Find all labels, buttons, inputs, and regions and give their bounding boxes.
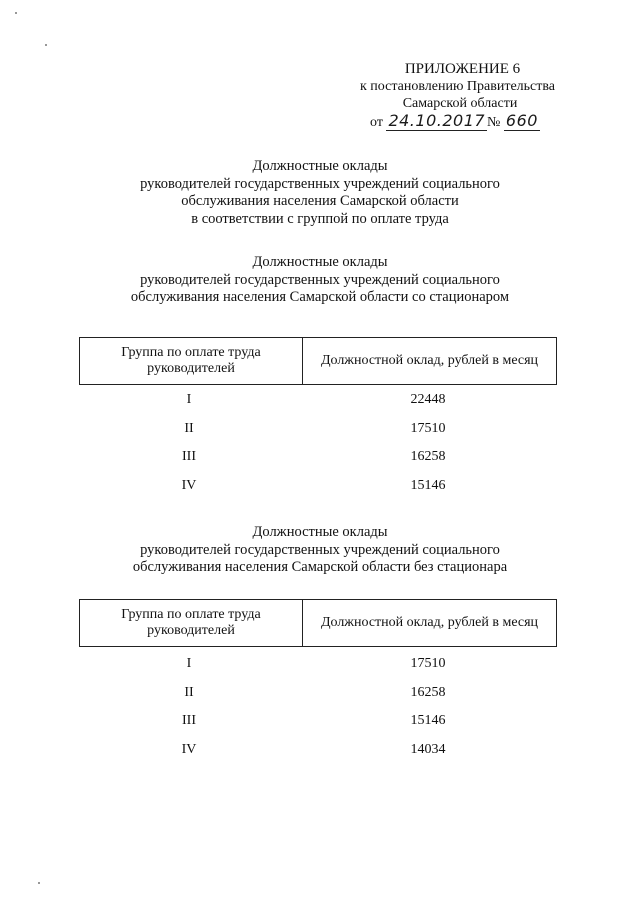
group-cell: I [186,392,192,407]
main-title-line: Должностные оклады [252,158,388,174]
salary-cell: 14034 [410,741,446,757]
group-cell: II [184,420,194,436]
col-salary-header: Должностной оклад, рублей в месяц [303,338,557,385]
table-row [79,713,557,742]
appendix-title: ПРИЛОЖЕНИЕ 6 [404,61,521,77]
table-row [79,478,557,507]
main-title [0,158,640,228]
table-row [79,421,557,450]
table-row [79,742,557,771]
section1-table-body [79,392,557,506]
section1-title-line: Должностные оклады [252,254,388,270]
scan-speck [45,44,47,46]
table-row [79,449,557,478]
number-sign: № [487,115,501,130]
handwritten-date: 24.10.2017 [388,111,486,130]
main-title-line: в соответствии с группой по оплате труда [191,210,449,227]
group-cell: III [182,449,196,464]
salary-cell: 16258 [410,449,446,464]
salary-cell: 17510 [410,420,446,436]
group-cell: II [184,684,194,700]
main-title-line: обслуживания населения Самарской области [181,193,459,209]
group-cell: III [182,713,196,728]
salary-cell: 15146 [410,713,446,728]
col-salary-header: Должностной оклад, рублей в месяц [303,600,557,647]
salary-cell: 17510 [410,656,446,671]
table-row [79,656,557,685]
appendix-subtitle: к постановлению Правительства [359,79,556,94]
col-group-header: Группа по оплате труда руководителей [80,338,303,385]
appendix-date-line [370,112,570,132]
group-cell: IV [181,477,197,493]
section1-title-line: обслуживания населения Самарской области со стационаром [130,289,510,305]
section2-table-header [79,599,557,647]
scan-speck [15,12,17,14]
salary-cell: 22448 [410,392,446,407]
appendix-region: Самарской области [402,96,518,111]
section2-title-line: руководителей государственных учреждений социального [140,541,500,558]
section1-title [0,254,640,307]
table-row [79,392,557,421]
date-prefix: от [370,115,383,130]
group-cell: IV [181,741,197,757]
section1-title-line: руководителей государственных учреждений социального [140,271,500,288]
handwritten-number: 660 [505,111,538,130]
salary-cell: 15146 [410,477,446,493]
group-cell: I [186,656,192,671]
col-group-header: Группа по оплате труда руководителей [80,600,303,647]
main-title-line: руководителей государственных учреждений социального [140,175,500,192]
section2-title [0,524,640,577]
table-row [79,685,557,714]
section2-title-line: Должностные оклады [252,524,388,540]
scan-speck [38,882,40,884]
section2-table-body [79,656,557,770]
section1-table-header [79,337,557,385]
salary-cell: 16258 [410,684,446,700]
section2-title-line: обслуживания населения Самарской области без стационара [132,559,508,575]
